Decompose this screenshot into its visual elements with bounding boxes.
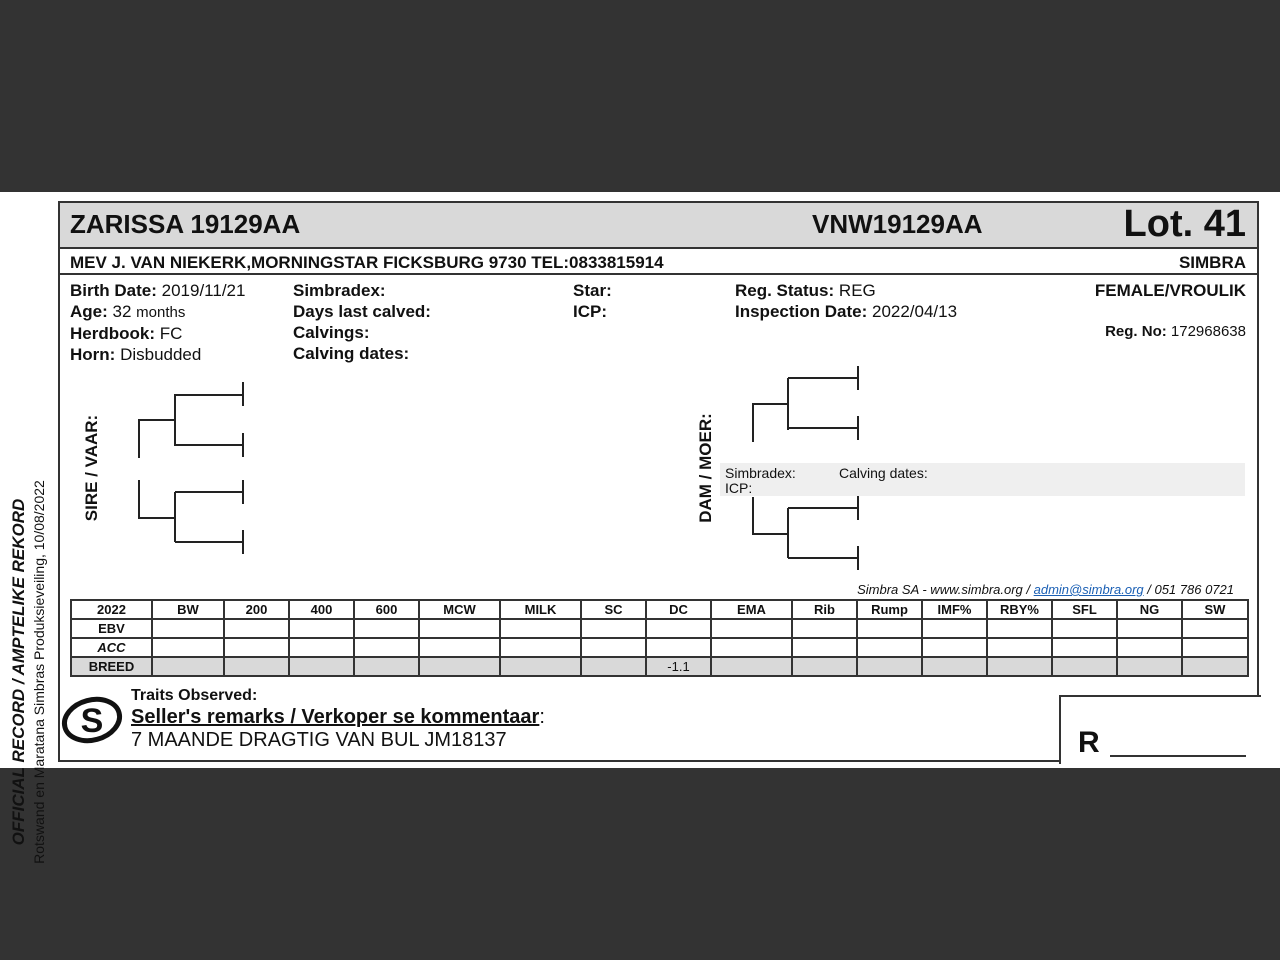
sire-bracket-bottom	[139, 480, 175, 518]
ebv-header: SW	[1182, 600, 1248, 619]
contact-email-link[interactable]: admin@simbra.org	[1033, 582, 1144, 597]
contact-line	[857, 582, 1234, 597]
age-unit: months	[136, 304, 186, 321]
seller-remarks-title: Seller's remarks / Verkoper se kommentaar	[131, 706, 540, 728]
sex-value: FEMALE/VROULIK	[1094, 281, 1246, 300]
lot-number: Lot. 41	[1123, 203, 1246, 245]
dam-bracket-bottom	[753, 497, 788, 534]
inspection-date-label: Inspection Date:	[735, 302, 868, 321]
contact-suffix: / 051 786 0721	[1143, 582, 1234, 597]
info-col-4	[735, 280, 957, 322]
ebv-header: EMA	[711, 600, 792, 619]
birth-date-label: Birth Date:	[70, 281, 157, 300]
reg-no-value: 172968638	[1170, 323, 1246, 340]
simbradex-label: Simbradex:	[293, 281, 386, 300]
ebv-header: 600	[354, 600, 419, 619]
sire-bracket-top	[139, 420, 175, 458]
herdbook-label: Herdbook:	[70, 324, 155, 343]
seller-remarks-text: 7 MAANDE DRAGTIG VAN BUL JM18137	[131, 729, 507, 751]
ebv-header: RBY%	[987, 600, 1052, 619]
auction-caption: Rotswand en Maratana Simbras Produksieveiling, 10/08/2022	[31, 480, 47, 864]
days-last-calved-label: Days last calved:	[293, 302, 431, 321]
ebv-header: 400	[289, 600, 354, 619]
horn-value: Disbudded	[120, 345, 202, 364]
info-col-3	[573, 280, 612, 322]
reg-status-label: Reg. Status:	[735, 281, 835, 300]
inspection-date-value: 2022/04/13	[871, 302, 958, 321]
dam-simbradex-label: Simbradex:	[725, 465, 796, 481]
ebv-row	[71, 619, 1248, 638]
ebv-header: MILK	[500, 600, 581, 619]
age-value: 32	[112, 302, 132, 321]
icp-label: ICP:	[573, 302, 607, 321]
contact-prefix: Simbra SA - www.simbra.org /	[857, 582, 1034, 597]
ebv-header: NG	[1117, 600, 1182, 619]
herdbook-value: FC	[159, 324, 183, 343]
breed-name: SIMBRA	[1178, 253, 1246, 272]
ebv-row-label: EBV	[71, 619, 152, 638]
acc-row-label: ACC	[71, 638, 152, 657]
info-col-1	[70, 280, 245, 365]
breed-dc-value: -1.1	[646, 657, 711, 676]
seller-remarks-heading	[131, 706, 545, 729]
dam-icp-label: ICP:	[725, 480, 753, 496]
ebv-header: SFL	[1052, 600, 1117, 619]
info-col-2	[293, 280, 431, 364]
reg-no-label: Reg. No:	[1105, 323, 1167, 340]
simbra-logo-letter: S	[80, 702, 104, 740]
acc-row	[71, 638, 1248, 657]
price-entry-line[interactable]	[1110, 755, 1246, 757]
breed-row	[71, 657, 1248, 676]
ebv-header: 200	[224, 600, 289, 619]
official-record-title: OFFICIAL RECORD / AMPTELIKE REKORD	[9, 498, 28, 846]
dam-label: DAM / MOER:	[696, 413, 715, 523]
ebv-table	[70, 599, 1249, 677]
simbra-logo-icon	[60, 690, 126, 750]
calving-dates-label: Calving dates:	[293, 344, 410, 363]
traits-observed-label: Traits Observed:	[131, 687, 258, 704]
calvings-label: Calvings:	[293, 323, 370, 342]
ebv-header: DC	[646, 600, 711, 619]
ebv-header: SC	[581, 600, 646, 619]
horn-label: Horn:	[70, 345, 116, 364]
breed-row-label: BREED	[71, 657, 152, 676]
dam-calving-dates-label: Calving dates:	[839, 465, 928, 481]
ebv-header: MCW	[419, 600, 500, 619]
side-caption	[0, 192, 58, 864]
reg-status-value: REG	[838, 281, 876, 300]
breeder-details: MEV J. VAN NIEKERK,MORNINGSTAR FICKSBURG 9730 TEL:0833815914	[70, 253, 664, 272]
registration-code: VNW19129AA	[812, 209, 983, 239]
ebv-header: Rib	[792, 600, 857, 619]
ebv-header: 2022	[71, 600, 152, 619]
star-label: Star:	[573, 281, 612, 300]
dam-bracket-top	[753, 404, 788, 442]
animal-name: ZARISSA 19129AA	[70, 209, 301, 239]
reg-no	[1105, 323, 1246, 340]
sire-label: SIRE / VAAR:	[82, 414, 101, 522]
sire-pedigree-tree	[130, 378, 260, 558]
ebv-header: IMF%	[922, 600, 987, 619]
seller-remarks-colon: :	[539, 706, 545, 728]
age-label: Age:	[70, 302, 108, 321]
ebv-header-row	[71, 600, 1248, 619]
price-currency: R	[1078, 726, 1100, 759]
birth-date-value: 2019/11/21	[161, 281, 246, 300]
dam-details-box	[720, 463, 1245, 496]
ebv-header: BW	[152, 600, 224, 619]
ebv-header: Rump	[857, 600, 922, 619]
